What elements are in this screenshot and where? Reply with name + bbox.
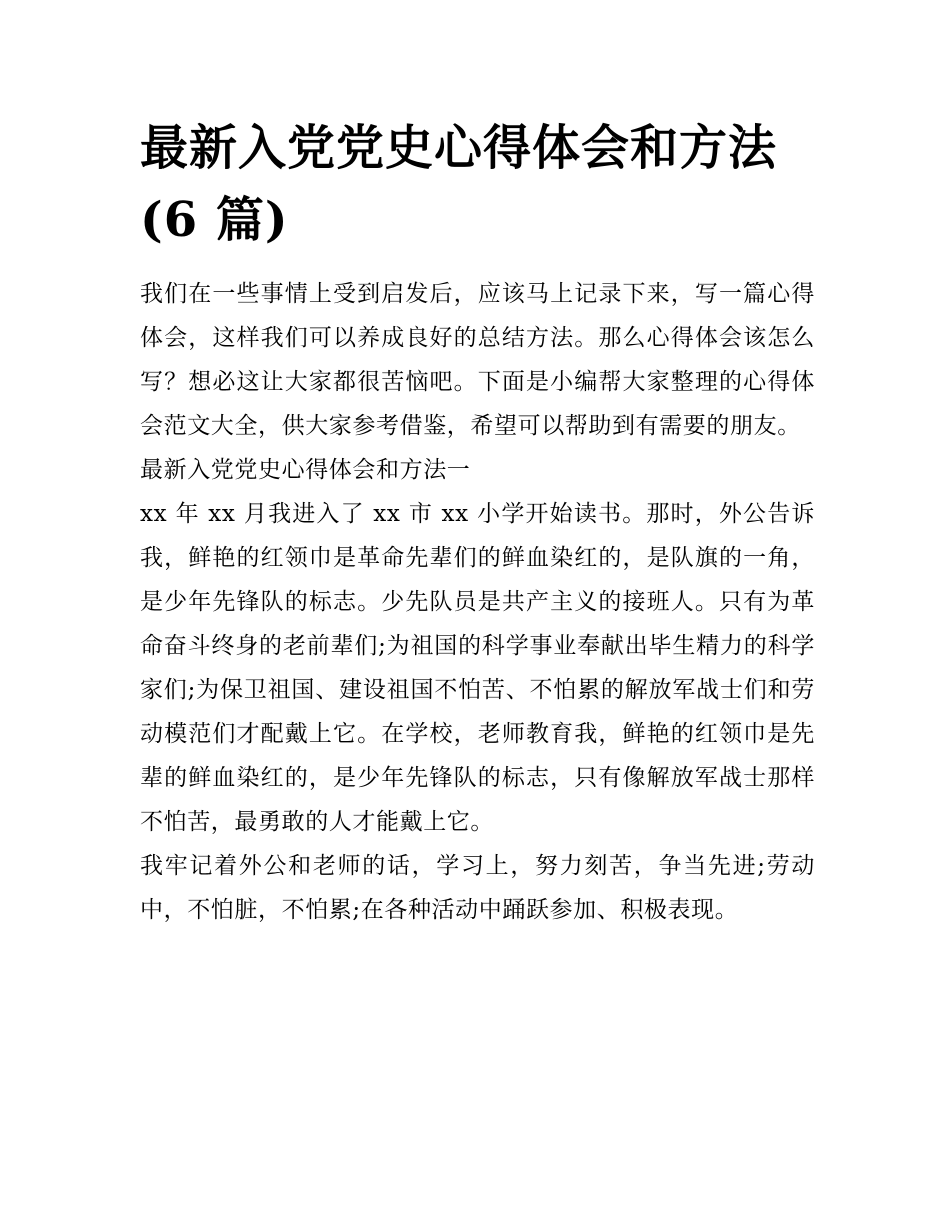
body-paragraph: xx 年 xx 月我进入了 xx 市 xx 小学开始读书。那时，外公告诉我，鲜艳的红领巾是革命先辈们的鲜血染红的，是队旗的一角，是少年先锋队的标志。少先队员是共产主义的接班人。只有为革命奋斗终身的老前辈们;为祖国的科学事业奉献出毕生精力的科学家们;为保卫祖国、建设祖国不怕苦、不怕累的解放军战士们和劳动模范们才配戴上它。在学校，老师教育我，鲜艳的红领巾是先辈的鲜血染红的，是少年先锋队的标志，只有像解放军战士那样不怕苦，最勇敢的人才能戴上它。 bbox=[140, 501, 815, 835]
document-body bbox=[140, 112, 815, 932]
body-paragraph: 我牢记着外公和老师的话，学习上，努力刻苦，争当先进;劳动中，不怕脏，不怕累;在各种活动中踊跃参加、积极表现。 bbox=[140, 853, 815, 923]
document-title: 最新入党党史心得体会和方法(6 篇) bbox=[140, 120, 778, 248]
intro-paragraph: 我们在一些事情上受到启发后，应该马上记录下来，写一篇心得体会，这样我们可以养成良好的总结方法。那么心得体会该怎么写？想必这让大家都很苦恼吧。下面是小编帮大家整理的心得体会范文大全，供大家参考借鉴，希望可以帮助到有需要的朋友。 bbox=[140, 281, 815, 439]
section-heading: 最新入党党史心得体会和方法一 bbox=[140, 457, 471, 483]
